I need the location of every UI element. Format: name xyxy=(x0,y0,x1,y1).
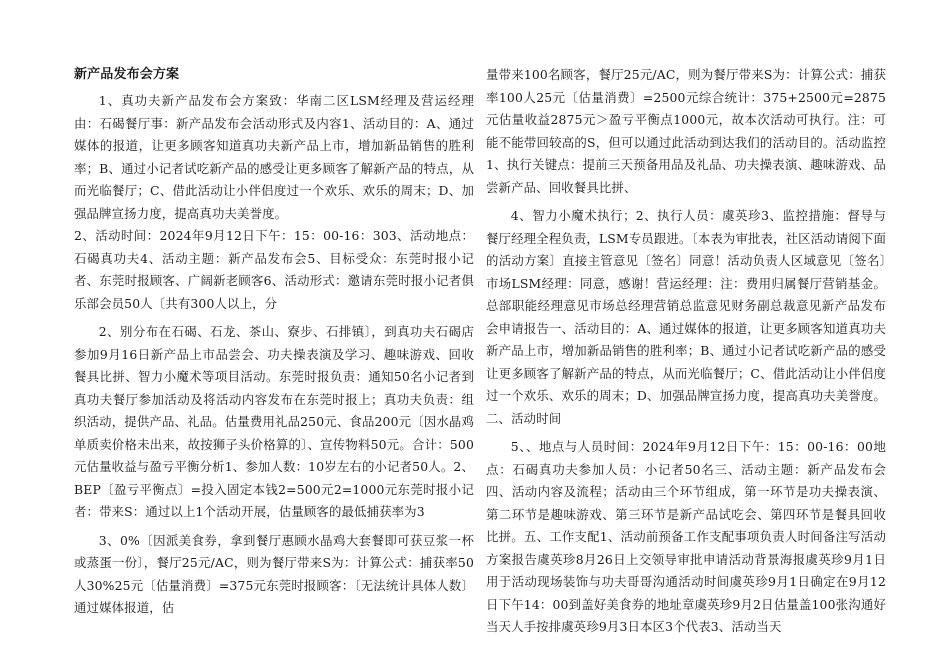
paragraph: 2、活动时间：2024年9月12日下午：15：00-16：303、活动地点：石碣真功夫4、活动主题：新产品发布会5、目标受众：东莞时报小记者、东莞时报顾客、广阔新老顾客6、活动形式：邀请东莞时报小记者俱乐部会员50人〔共有300人以上，分 xyxy=(74,228,474,311)
paragraph: 3、0%〔因派美食券，拿到餐厅惠顾水晶鸡大套餐即可获豆浆一杯或蒸蛋一份〕，餐厅25元/AC，则为餐厅带来S为：计算公式：捕获率50人30%25元〔估量消费〕=375元东莞时报顾客：〔无法统计具体人数〕通过媒体报道，估 xyxy=(74,532,474,615)
left-column xyxy=(74,64,474,620)
paragraph: 2、别分布在石碣、石龙、茶山、寮步、石排镇〕，到真功夫石碣店参加9月16日新产品上市品尝会、功夫操表演及学习、趣味游戏、回收餐具比拼、智力小魔术等项目活动。东莞时报负责：通知50名小记者到真功夫餐厅参加活动及将活动内容发布在东莞时报上；真功夫负责：组织活动，提供产品、礼品。估量费用礼品250元、食品200元〔因水晶鸡单质卖价格未出来，故按狮子头价格算的〕、宣传物料50元。合计：500元估量收益与盈亏平衡分析1、参加人数：10岁左右的小记者50人。2、BEP〔盈亏平衡点〕=投入固定本钱2=500元2=1000元东莞时报小记者：带来S：通过以上1个活动开展，估量顾客的最低捕获率为3 xyxy=(74,324,474,519)
paragraph: 5、、地点与人员时间：2024年9月12日下午：15：00-16：00地点：石碣真功夫参加人员：小记者50名三、活动主题：新产品发布会四、活动内容及流程；活动由三个环节组成，第一环节是功夫操表演、第二环节是趣味游戏、第三环节是新产品试吃会、第四环节是餐具回收比拼。五、工作支配1、活动前预备工作支配事项负责人时间备注写活动方案报告虞英珍8月26日上交领导审批申请活动背景海报虞英珍9月1日用于活动现场装饰与功夫哥哥沟通活动时间虞英珍9月1日确定在9月12日下午14：00到盖好美食券的地址章虞英珍9月2日估量盖100张沟通好当天人手按排虞英珍9月3日本区3个代表3、活动当天 xyxy=(486,439,886,634)
paragraph: 1、真功夫新产品发布会方案致：华南二区LSM经理及营运经理由：石碣餐厅事：新产品发布会活动形式及内容1、活动目的：A、通过媒体的报道，让更多顾客知道真功夫新产品上市，增加新品销售的胜利率；B、通过小记者试吃新产品的感受让更多顾客了解新产品的特点，从而光临餐厅；C、借此活动让小伴侣度过一个欢乐、欢乐的周末；D、加强品牌宣扬力度，提高真功夫美誉度。 xyxy=(74,93,474,221)
document-title: 新产品发布会方案 xyxy=(74,67,180,82)
paragraph: 4、智力小魔术执行；2、执行人员：虞英珍3、监控措施：督导与餐厅经理全程负责，LSM专员跟进。〔本表为审批表，社区活动请阅下面的活动方案〕直接主管意见〔签名〕同意！活动负责人区域意见〔签名〕市场LSM经理：同意，感谢！营运经理：注：费用归属餐厅营销基金。总部职能经理意见市场总经理营销总监意见财务副总裁意见新产品发布会申请报告一、活动目的：A、通过媒体的报道，让更多顾客知道真功夫新产品上市，增加新品销售的胜利率；B、通过小记者试吃新产品的感受让更多顾客了解新产品的特点，从而光临餐厅；C、借此活动让小伴侣度过一个欢乐、欢乐的周末；D、加强品牌宣扬力度，提高真功夫美誉度。二、活动时间 xyxy=(486,208,886,426)
right-column xyxy=(486,64,886,639)
paragraph: 量带来100名顾客，餐厅25元/AC，则为餐厅带来S为：计算公式：捕获率100人25元〔估量消费〕=2500元综合统计：375+2500元=2875元估量收益2875元＞盈亏平衡点1000元，故本次活动可执行。注：可能不能带回较高的S，但可以通过此活动到达我们的活动目的。活动监控1、执行关键点：提前三天预备用品及礼品、功夫操表演、趣味游戏、品尝新产品、回收餐具比拼、 xyxy=(486,67,886,195)
